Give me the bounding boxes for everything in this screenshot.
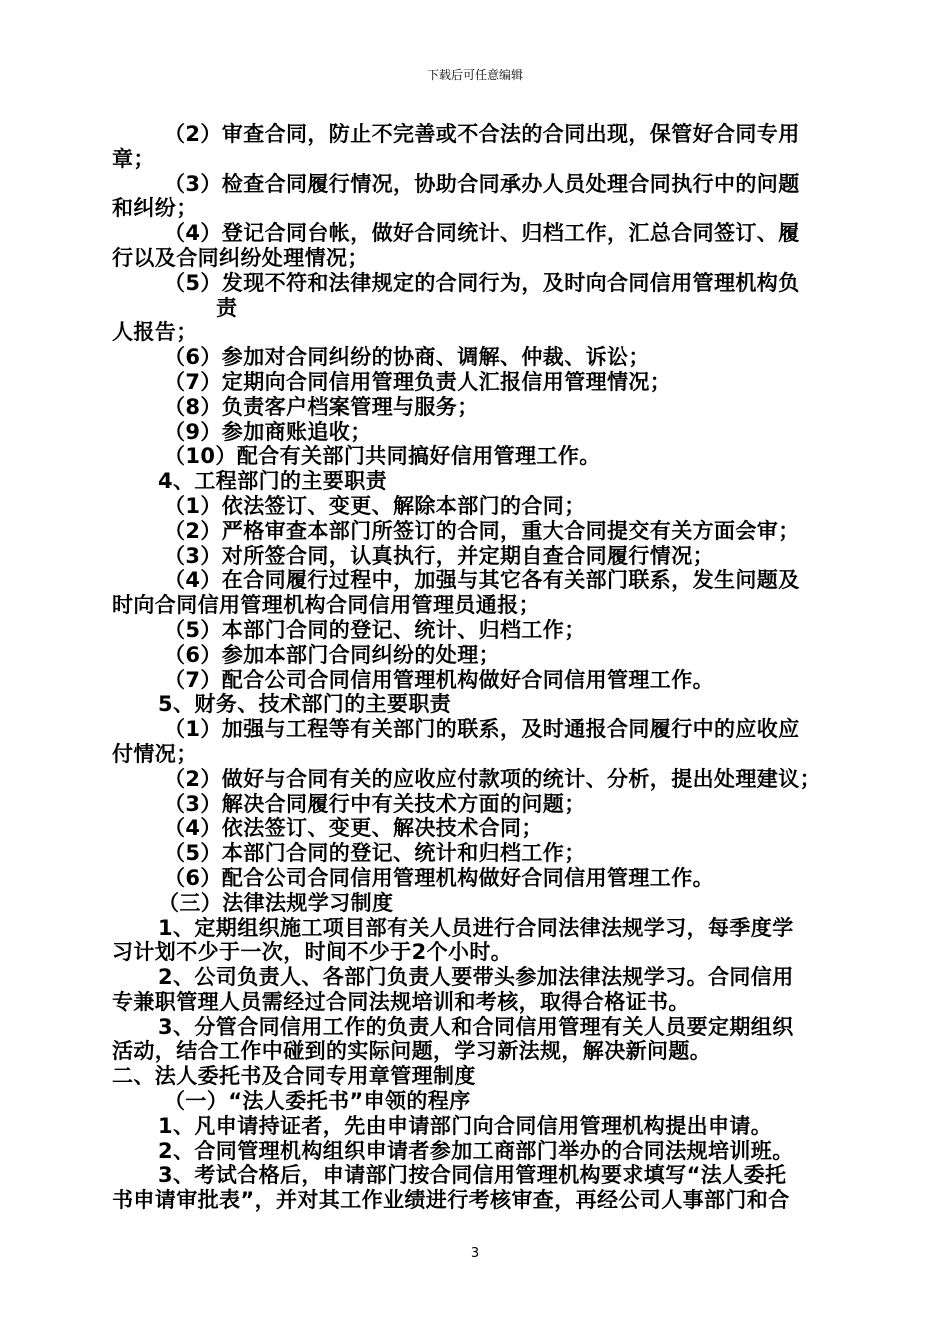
text-line: 专兼职管理人员需经过合同法规培训和考核，取得合格证书。 [112,989,690,1014]
text-line: （1）加强与工程等有关部门的联系，及时通报合同履行中的应收应 [164,717,800,742]
text-line: （6）参加对合同纠纷的协商、调解、仲裁、诉讼； [164,345,650,370]
text-line: （5）本部门合同的登记、统计和归档工作； [164,841,586,866]
text-line: （2）做好与合同有关的应收应付款项的统计、分析，提出处理建议； [164,766,822,791]
text-line: （1）依法签订、变更、解除本部门的合同； [164,493,586,518]
text-line: （2）审查合同，防止不完善或不合法的合同出现，保管好合同专用 [164,122,800,146]
text-line: 1、凡申请持证者，先由申请部门向合同信用管理机构提出申请。 [158,1113,773,1138]
text-line: 3、考试合格后，申请部门按合同信用管理机构要求填写“法人委托 [158,1163,787,1188]
text-line: 责 [216,295,238,320]
text-line: （三）法律法规学习制度 [158,890,394,915]
text-line: 5、财务、技术部门的主要职责 [158,692,452,717]
text-line: 行以及合同纠纷处理情况； [112,245,369,270]
text-line: （4）在合同履行过程中，加强与其它各有关部门联系，发生问题及 [164,568,800,593]
text-line: （6）配合公司合同信用管理机构做好合同信用管理工作。 [164,865,715,890]
text-line: （5）发现不符和法律规定的合同行为，及时向合同信用管理机构负 [164,270,800,295]
text-line: 章； [112,146,155,171]
page-header: 下载后可任意编辑 [426,68,523,82]
text-line: （4）登记合同台帐，做好合同统计、归档工作，汇总合同签订、履 [164,221,800,246]
text-line: （7）配合公司合同信用管理机构做好合同信用管理工作。 [164,667,715,692]
text-line: （8）负责客户档案管理与服务； [164,394,479,419]
text-line: 3、分管合同信用工作的负责人和合同信用管理有关人员要定期组织 [158,1014,794,1039]
text-line: （10）配合有关部门共同搞好信用管理工作。 [164,444,601,469]
text-line: （9）参加商账追收； [164,419,372,444]
text-line: （7）定期向合同信用管理负责人汇报信用管理情况； [164,369,672,394]
document-body [112,122,840,1213]
text-line: 1、定期组织施工项目部有关人员进行合同法律法规学习，每季度学 [158,915,794,940]
text-line: （4）依法签订、变更、解决技术合同； [164,816,543,841]
text-line: 二、法人委托书及合同专用章管理制度 [112,1064,476,1089]
text-line: （3）解决合同履行中有关技术方面的问题； [164,791,586,816]
text-line: （3）对所签合同，认真执行，并定期自查合同履行情况； [164,543,715,568]
text-line: 和纠纷； [112,196,198,221]
text-line: （5）本部门合同的登记、统计、归档工作； [164,617,586,642]
text-line: 习计划不少于一次，时间不少于2个小时。 [112,940,513,965]
text-line: 活动，结合工作中碰到的实际问题，学习新法规，解决新问题。 [112,1039,712,1064]
page-number: 3 [470,1246,480,1261]
text-line: 4、工程部门的主要职责 [158,469,388,494]
text-line: 付情况； [112,741,198,766]
text-line: 书申请审批表”，并对其工作业绩进行考核审查，再经公司人事部门和合 [112,1188,790,1213]
text-line: 时向合同信用管理机构合同信用管理员通报； [112,593,540,618]
text-line: 2、公司负责人、各部门负责人要带头参加法律法规学习。合同信用 [158,965,794,990]
text-line: 2、合同管理机构组织申请者参加工商部门举办的合同法规培训班。 [158,1138,794,1163]
text-line: （6）参加本部门合同纠纷的处理； [164,642,501,667]
text-line: 人报告； [112,320,198,345]
text-line: （3）检查合同履行情况，协助合同承办人员处理合同执行中的问题 [164,171,800,196]
text-line: （2）严格审查本部门所签订的合同，重大合同提交有关方面会审； [164,518,800,543]
text-line: （一）“法人委托书”申领的程序 [164,1089,471,1114]
